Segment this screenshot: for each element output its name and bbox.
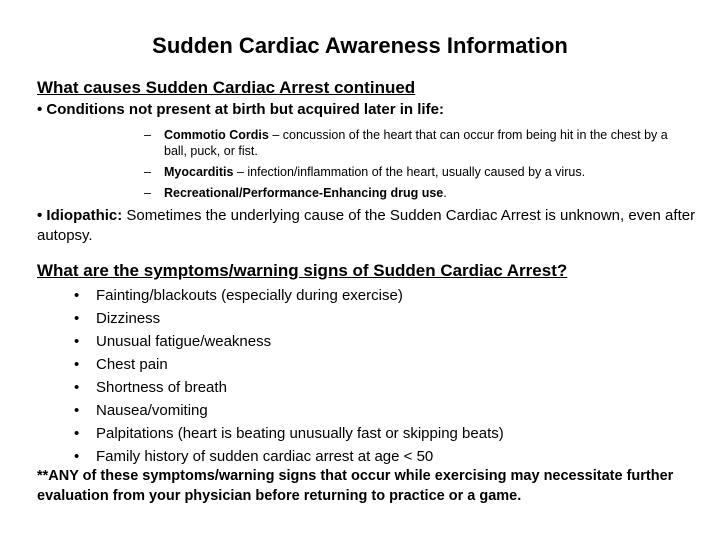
term-myocarditis: Myocarditis <box>164 165 234 179</box>
symptom-text: Dizziness <box>96 310 161 327</box>
list-item <box>74 284 504 307</box>
dash-marker: – <box>144 128 151 142</box>
bullet-marker: • <box>74 448 80 465</box>
bullet-marker: • <box>74 425 80 442</box>
list-item-drug-use <box>144 185 684 201</box>
bullet-acquired-conditions: • Conditions not present at birth but acquired later in life: <box>37 101 444 118</box>
acquired-conditions-list <box>144 127 684 206</box>
bullet-marker: • <box>74 333 80 350</box>
symptom-text: Family history of sudden cardiac arrest at age < 50 <box>96 448 434 465</box>
page-title: Sudden Cardiac Awareness Information <box>152 33 568 58</box>
term-drug-use: Recreational/Performance-Enhancing drug use <box>164 186 444 200</box>
list-item <box>74 376 504 399</box>
bullet-marker: • <box>74 310 80 327</box>
bullet-marker: • <box>74 356 80 373</box>
list-item <box>74 422 504 445</box>
dash-marker: – <box>144 165 151 179</box>
exercise-warning-note: **ANY of these symptoms/warning signs that occur while exercising may necessitate further evaluation from your physician before returning to practice or a game. <box>37 468 674 504</box>
bullet-marker: • <box>74 287 80 304</box>
list-item <box>74 399 504 422</box>
symptoms-list <box>74 284 504 468</box>
idiopathic-text: Sometimes the underlying cause of the Sudden Cardiac Arrest is unknown, even after autopsy. <box>37 207 696 244</box>
list-item <box>74 307 504 330</box>
symptom-text: Palpitations (heart is beating unusually fast or skipping beats) <box>96 425 504 442</box>
bullet-marker: • <box>74 379 80 396</box>
idiopathic-paragraph <box>37 206 697 246</box>
section-heading-symptoms: What are the symptoms/warning signs of Sudden Cardiac Arrest? <box>37 261 568 280</box>
list-item <box>74 330 504 353</box>
dash-marker: – <box>144 186 151 200</box>
list-item <box>74 353 504 376</box>
section-heading-causes: What causes Sudden Cardiac Arrest continued <box>37 78 416 97</box>
symptom-text: Chest pain <box>96 356 168 373</box>
desc-drug-use: . <box>443 186 447 200</box>
desc-myocarditis: – infection/inflammation of the heart, usually caused by a virus. <box>233 165 586 179</box>
idiopathic-term: • Idiopathic: <box>37 207 123 224</box>
symptom-text: Fainting/blackouts (especially during exercise) <box>96 287 403 304</box>
list-item-commotio-cordis <box>144 127 684 159</box>
list-item-myocarditis <box>144 164 684 180</box>
term-commotio-cordis: Commotio Cordis <box>164 128 269 142</box>
list-item <box>74 445 504 468</box>
symptom-text: Unusual fatigue/weakness <box>96 333 272 350</box>
symptom-text: Nausea/vomiting <box>96 402 208 419</box>
desc-commotio-cordis: – concussion of the heart that can occur from being hit in the chest by a ball, puck, or fist. <box>164 128 668 158</box>
bullet-marker: • <box>74 402 80 419</box>
symptom-text: Shortness of breath <box>96 379 227 396</box>
